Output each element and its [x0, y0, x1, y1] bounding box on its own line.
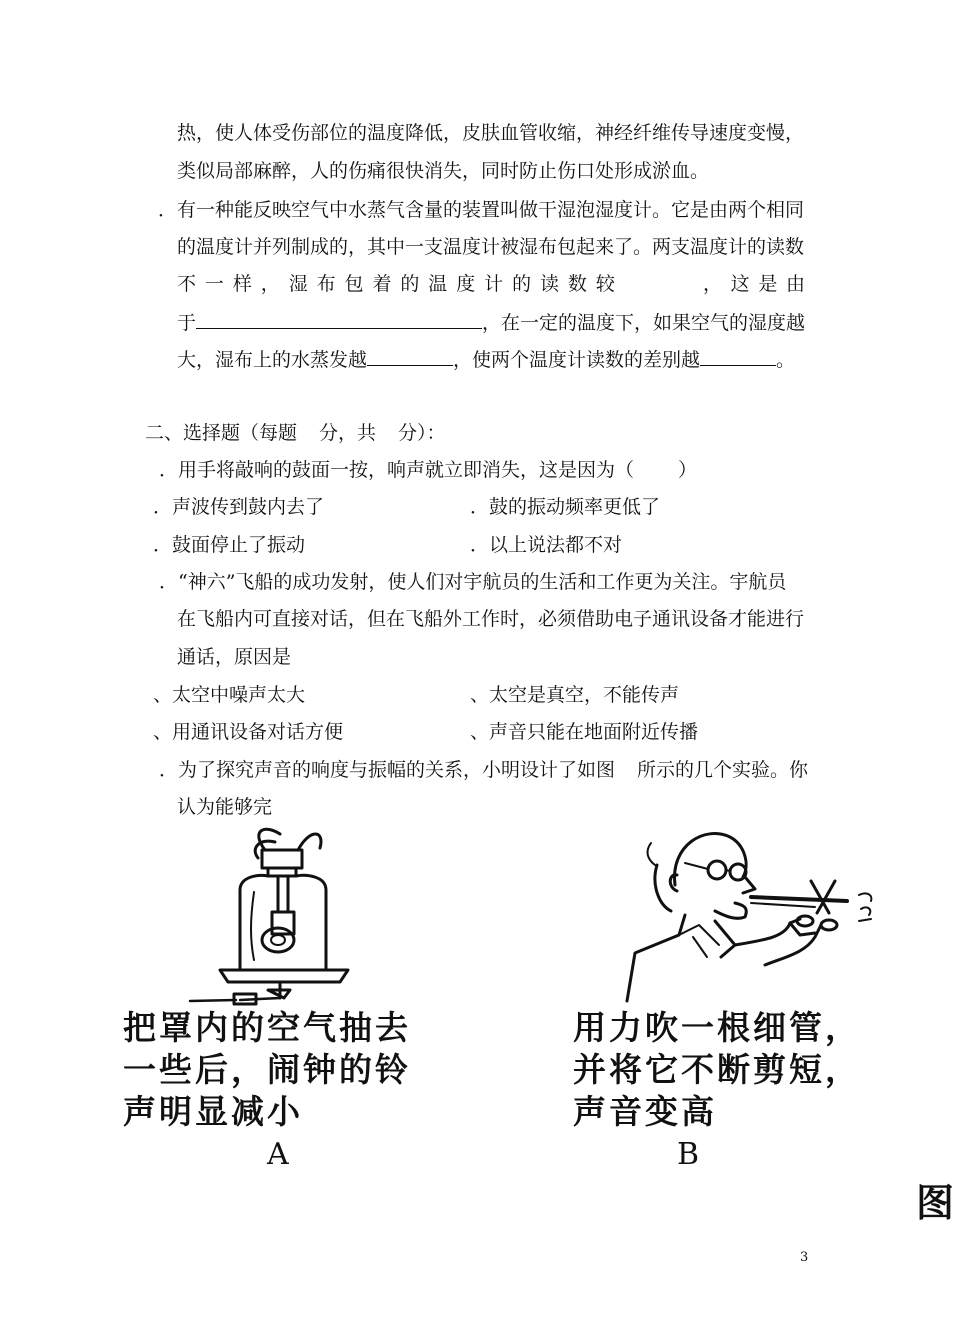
question-line: 在飞船内可直接对话，但在飞船外工作时，必须借助电子通讯设备才能进行 [177, 608, 805, 630]
figure-b-label: B [677, 1137, 700, 1172]
justified-char: 样 [232, 273, 252, 295]
paragraph-line: 热，使人体受伤部位的温度降低，皮肤血管收缩，神经纤维传导速度变慢， [177, 122, 805, 144]
text: ） [678, 459, 698, 481]
figure-b-caption-line: 声音变高 [573, 1092, 717, 1131]
justified-char: 是 [758, 273, 778, 295]
question-line: 的温度计并列制成的，其中一支温度计被湿布包起来了。两支温度计的读数 [177, 236, 805, 258]
text: ．用手将敲响的鼓面一按，响声就立即消失，这是因为（ [159, 459, 635, 481]
option-c[interactable]: 、用通讯设备对话方便 [153, 721, 344, 743]
justified-char: 的 [400, 273, 420, 295]
paragraph-line: 类似局部麻醉，人的伤痛很快消失，同时防止伤口处形成淤血。 [177, 160, 710, 182]
figure-b-caption-line: 用力吹一根细管， [573, 1008, 861, 1047]
justified-char: 的 [512, 273, 532, 295]
justified-char: 包 [344, 273, 364, 295]
justified-tail [703, 272, 805, 296]
option-d[interactable]: ．以上说法都不对 [470, 534, 623, 556]
question-line [159, 458, 697, 482]
section-heading [145, 421, 446, 445]
question-line: 通话，原因是 [177, 646, 292, 668]
justified-char: 计 [484, 273, 504, 295]
text: 于 [177, 312, 197, 334]
page-number: 3 [800, 1250, 809, 1265]
figure-a-caption-line: 一些后，闹钟的铃 [123, 1050, 411, 1089]
justified-words [177, 272, 615, 296]
justified-char: 着 [372, 273, 392, 295]
question-line [177, 347, 795, 372]
text: 所示的几个实验。你 [637, 759, 809, 781]
question-line: ．“神六”飞船的成功发射，使人们对宇航员的生活和工作更为关注。宇航员 [159, 571, 787, 593]
justified-char: ， [260, 273, 280, 295]
figure-a-caption-line: 声明显减小 [123, 1092, 303, 1131]
text: 大，湿布上的水蒸发越 [177, 349, 368, 371]
justified-char: 布 [316, 273, 336, 295]
option-b[interactable]: 、太空是真空，不能传声 [470, 684, 680, 706]
question-line: 认为能够完 [177, 796, 273, 818]
justified-char: ， [703, 273, 723, 295]
text: ．为了探究声音的响度与振幅的关系，小明设计了如图 [159, 759, 616, 781]
answer-blank[interactable] [367, 347, 453, 366]
justified-char: 湿 [288, 273, 308, 295]
text: 二、选择题（每题 [145, 422, 298, 444]
option-c[interactable]: ．鼓面停止了振动 [153, 534, 306, 556]
figure-a-caption-line: 把罩内的空气抽去 [123, 1008, 411, 1047]
text: ，在一定的温度下，如果空气的湿度越 [482, 312, 806, 334]
justified-char: 温 [428, 273, 448, 295]
justified-char: 读 [539, 273, 559, 295]
answer-blank[interactable] [196, 310, 482, 329]
question-line [177, 310, 805, 335]
question-line-justified [177, 272, 805, 296]
option-b[interactable]: ．鼓的振动频率更低了 [470, 496, 661, 518]
option-a[interactable]: 、太空中噪声太大 [153, 684, 306, 706]
text: 。 [776, 349, 796, 371]
figure-a-label: A [267, 1137, 289, 1172]
option-a[interactable]: ．声波传到鼓内去了 [153, 496, 325, 518]
option-d[interactable]: 、声音只能在地面附近传播 [470, 721, 699, 743]
justified-char: 这 [730, 273, 750, 295]
text: 分，共 [319, 422, 377, 444]
justified-char: 度 [456, 273, 476, 295]
text: 分）： [398, 422, 446, 444]
justified-char: 一 [204, 273, 224, 295]
figure-b-caption-line: 并将它不断剪短， [573, 1050, 861, 1089]
answer-blank[interactable] [700, 347, 776, 366]
justified-char: 由 [785, 273, 805, 295]
question-line [159, 758, 808, 782]
man-blowing-straw-illustration [615, 825, 875, 1005]
justified-char: 不 [177, 273, 197, 295]
figure-corner-label: 图 [916, 1181, 954, 1225]
text: ，使两个温度计读数的差别越 [453, 349, 701, 371]
justified-char: 数 [567, 273, 587, 295]
justified-char: 较 [595, 273, 615, 295]
bell-jar-illustration [180, 820, 380, 1010]
question-line: ．有一种能反映空气中水蒸气含量的装置叫做干湿泡湿度计。它是由两个相同 [158, 199, 805, 221]
